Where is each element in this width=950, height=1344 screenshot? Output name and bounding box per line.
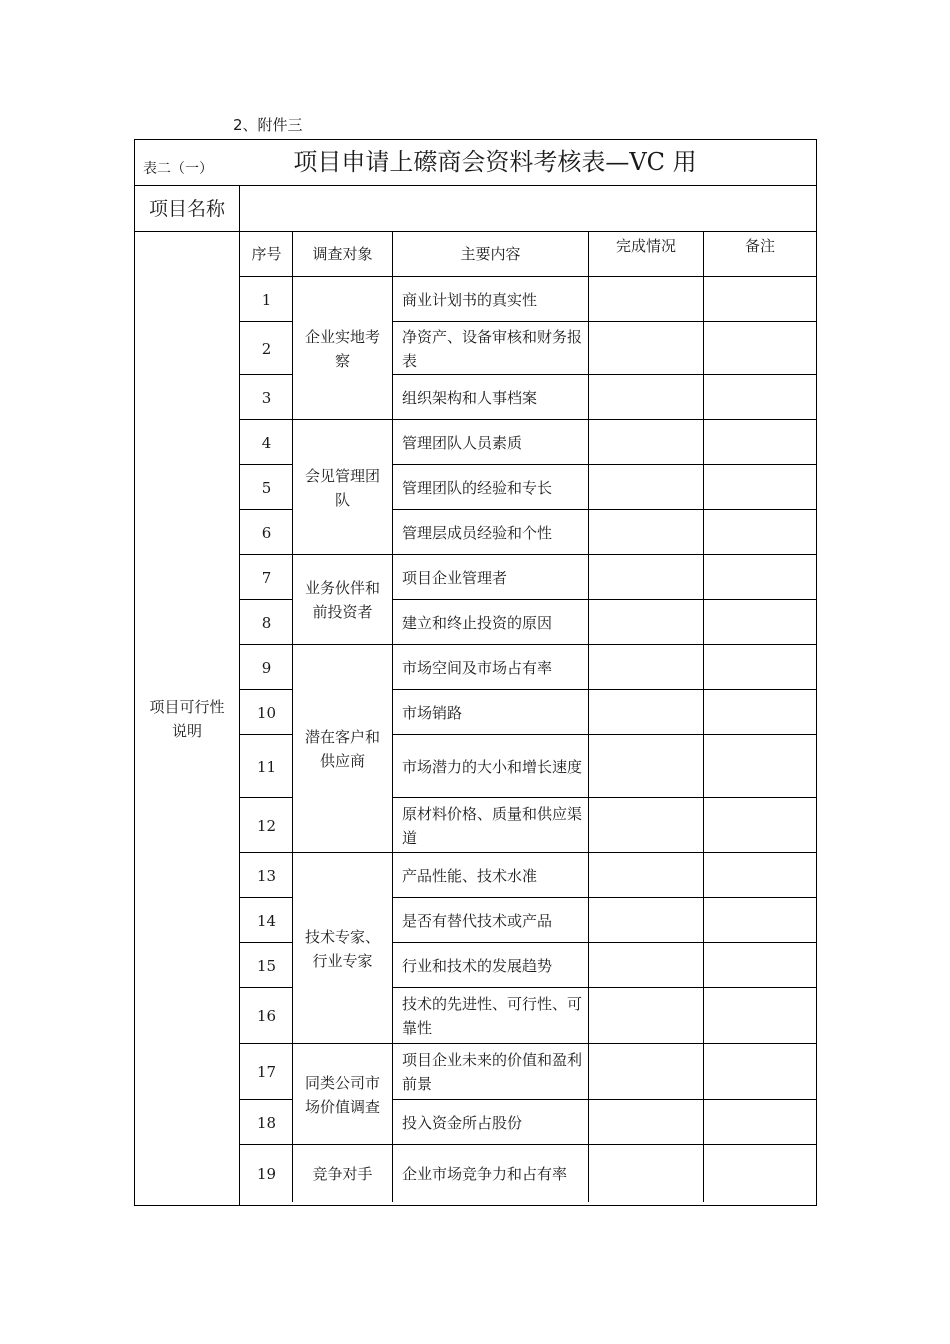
row-remark-cell[interactable] (704, 465, 816, 510)
row-content: 管理团队的经验和专长 (402, 478, 553, 497)
row-remark-cell[interactable] (704, 322, 816, 375)
row-index: 2 (261, 339, 272, 358)
row-status-cell[interactable] (589, 898, 703, 943)
row-content: 项目企业未来的价值和盈利前景 (402, 1051, 583, 1093)
grid-line (588, 276, 589, 1202)
group-target: 同类公司市场价值调查 (304, 1073, 380, 1116)
row-index: 17 (256, 1063, 277, 1081)
row-index: 1 (261, 290, 272, 309)
row-index: 18 (256, 1113, 277, 1132)
row-status-cell[interactable] (589, 988, 703, 1044)
row-content: 是否有替代技术或产品 (402, 911, 553, 930)
header-content: 主要内容 (460, 245, 521, 263)
row-content: 投入资金所占股份 (402, 1113, 523, 1132)
row-index: 3 (261, 388, 272, 407)
row-index: 10 (256, 703, 277, 722)
group-target: 竞争对手 (312, 1164, 373, 1183)
grid-line (703, 232, 704, 276)
row-status-cell[interactable] (589, 510, 703, 555)
row-index: 15 (256, 956, 277, 975)
grid-line (588, 232, 589, 276)
row-index: 11 (256, 757, 277, 776)
row-status-cell[interactable] (589, 375, 703, 420)
row-status-cell[interactable] (589, 1145, 703, 1202)
row-content: 产品性能、技术水准 (402, 866, 538, 885)
row-content: 净资产、设备审核和财务报表 (402, 327, 583, 370)
header-target: 调查对象 (312, 245, 373, 263)
header-index: 序号 (251, 245, 282, 263)
row-status-cell[interactable] (589, 1044, 703, 1100)
row-content: 商业计划书的真实性 (402, 290, 538, 309)
group-target: 企业实地考察 (304, 327, 380, 370)
grid-line (292, 276, 293, 1202)
check-grid (240, 232, 816, 1205)
row-remark-cell[interactable] (704, 555, 816, 600)
grid-line (292, 232, 293, 276)
row-index: 5 (261, 478, 272, 497)
row-content: 企业市场竞争力和占有率 (402, 1164, 568, 1183)
project-name-value[interactable] (240, 186, 816, 231)
row-index: 8 (261, 613, 272, 632)
row-remark-cell[interactable] (704, 645, 816, 690)
row-remark-cell[interactable] (704, 277, 816, 322)
group-target: 业务伙伴和前投资者 (304, 579, 380, 621)
row-remark-cell[interactable] (704, 798, 816, 853)
row-remark-cell[interactable] (704, 1100, 816, 1145)
row-content: 管理团队人员素质 (402, 433, 523, 452)
row-remark-cell[interactable] (704, 690, 816, 735)
row-status-cell[interactable] (589, 465, 703, 510)
row-status-cell[interactable] (589, 555, 703, 600)
table-number: 表二（一） (143, 161, 213, 177)
group-target: 会见管理团队 (304, 466, 380, 509)
row-content: 市场潜力的大小和增长速度 (402, 757, 583, 776)
section-label: 项目可行性说明 (149, 698, 225, 740)
row-status-cell[interactable] (589, 735, 703, 798)
row-index: 19 (256, 1164, 277, 1183)
row-remark-cell[interactable] (704, 988, 816, 1044)
row-index: 9 (261, 658, 272, 677)
row-remark-cell[interactable] (704, 735, 816, 798)
row-content: 组织架构和人事档案 (402, 388, 538, 407)
group-target: 技术专家、行业专家 (304, 927, 380, 970)
row-content: 行业和技术的发展趋势 (402, 956, 553, 975)
row-content: 项目企业管理者 (402, 568, 508, 587)
row-index: 13 (256, 866, 277, 885)
row-content: 建立和终止投资的原因 (402, 613, 553, 632)
row-content: 市场销路 (402, 703, 463, 722)
row-content: 技术的先进性、可行性、可靠性 (402, 995, 583, 1037)
row-remark-cell[interactable] (704, 943, 816, 988)
grid-line (392, 276, 393, 1202)
row-remark-cell[interactable] (704, 898, 816, 943)
row-status-cell[interactable] (589, 853, 703, 898)
row-status-cell[interactable] (589, 600, 703, 645)
row-index: 12 (256, 816, 277, 835)
row-status-cell[interactable] (589, 420, 703, 465)
project-name-label: 项目名称 (148, 197, 225, 220)
row-remark-cell[interactable] (704, 1145, 816, 1202)
header-status: 完成情况 (615, 237, 676, 255)
row-content: 原材料价格、质量和供应渠道 (402, 804, 583, 847)
grid-line (392, 232, 393, 276)
row-remark-cell[interactable] (704, 853, 816, 898)
header-remark: 备注 (744, 237, 775, 255)
form-title: 项目申请上礤商会资料考核表—VC 用 (293, 148, 697, 176)
row-content: 市场空间及市场占有率 (402, 658, 553, 677)
row-content: 管理层成员经验和个性 (402, 523, 553, 542)
row-index: 7 (261, 568, 272, 587)
row-remark-cell[interactable] (704, 420, 816, 465)
grid-line (703, 276, 704, 1202)
row-remark-cell[interactable] (704, 510, 816, 555)
row-status-cell[interactable] (589, 690, 703, 735)
row-remark-cell[interactable] (704, 600, 816, 645)
row-remark-cell[interactable] (704, 1044, 816, 1100)
row-index: 16 (256, 1007, 277, 1025)
row-status-cell[interactable] (589, 645, 703, 690)
row-status-cell[interactable] (589, 1100, 703, 1145)
attachment-label: 2、附件三 (233, 116, 303, 134)
row-status-cell[interactable] (589, 277, 703, 322)
row-index: 6 (261, 523, 272, 542)
row-status-cell[interactable] (589, 322, 703, 375)
assessment-table (134, 139, 817, 1206)
row-index: 14 (256, 911, 277, 930)
group-target: 潜在客户和供应商 (304, 728, 380, 770)
row-status-cell[interactable] (589, 798, 703, 853)
row-index: 4 (261, 433, 272, 452)
row-status-cell[interactable] (589, 943, 703, 988)
row-remark-cell[interactable] (704, 375, 816, 420)
